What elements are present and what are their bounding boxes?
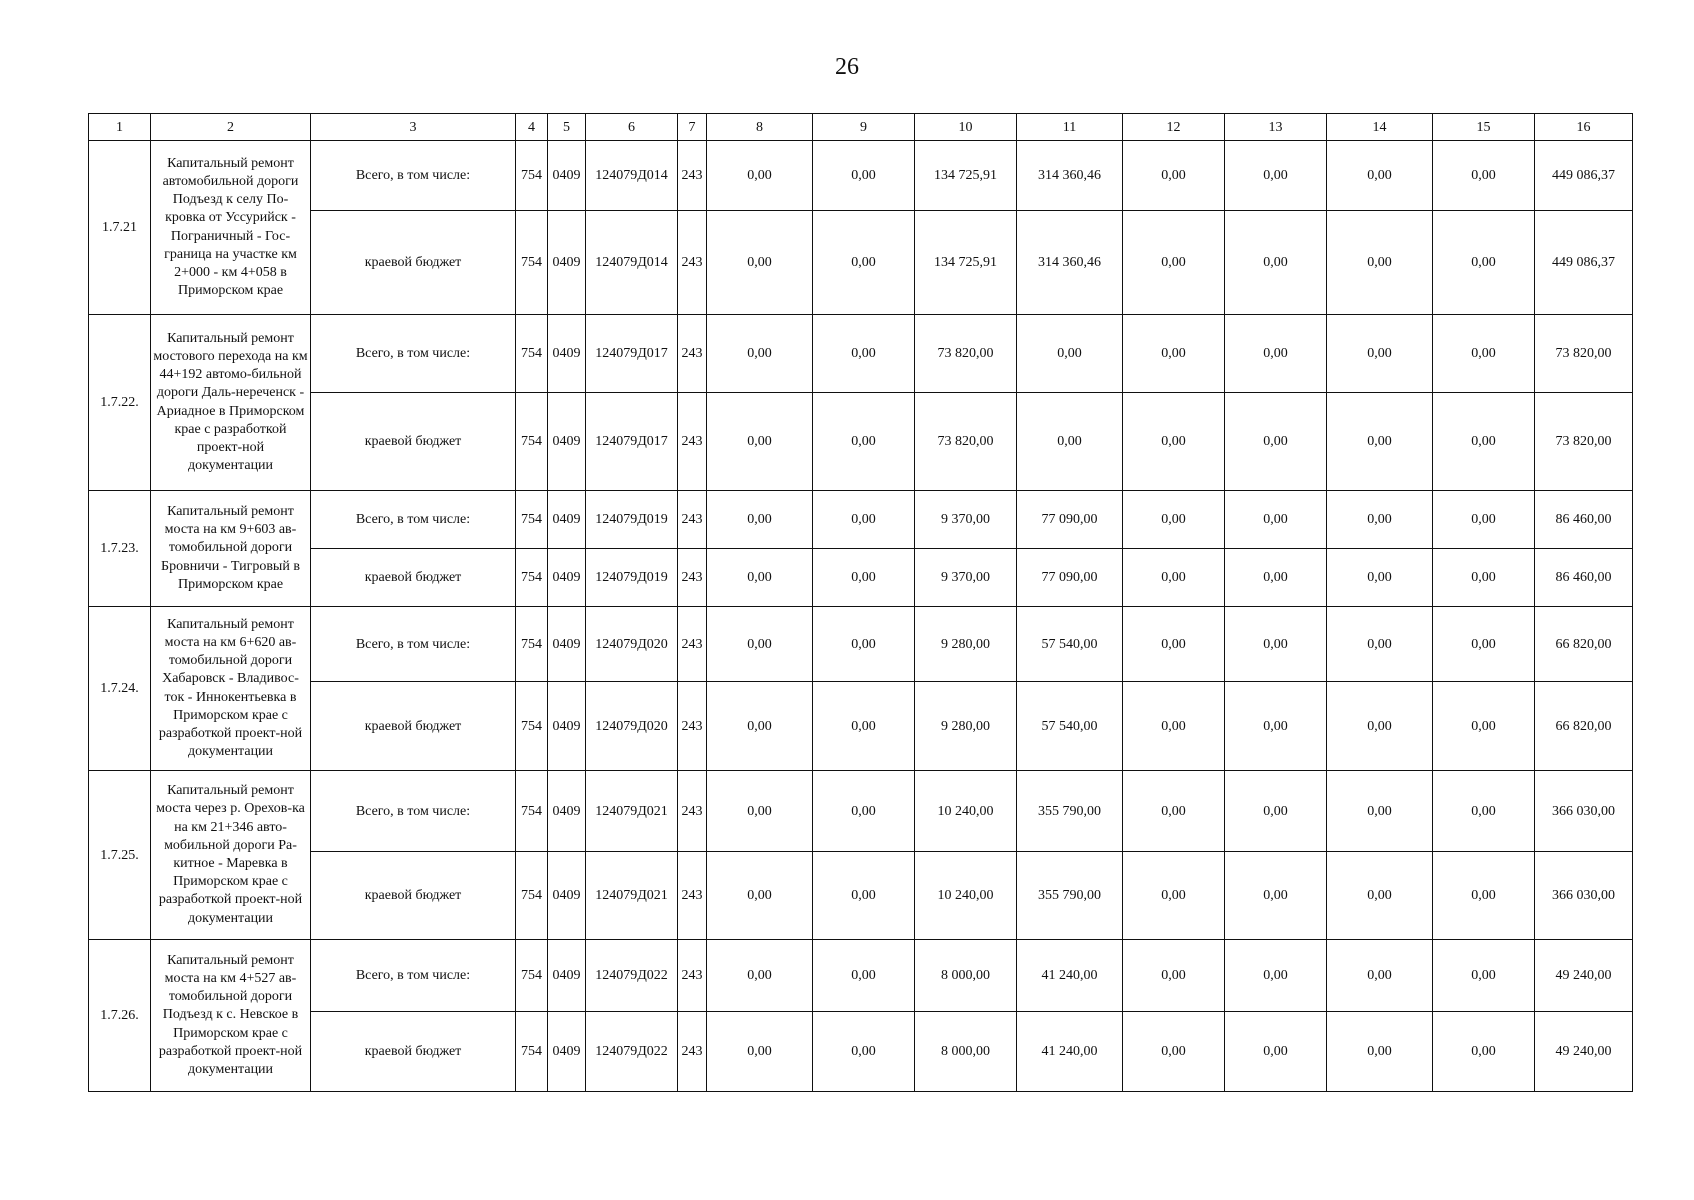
table-cell-c7: 243 bbox=[678, 393, 707, 491]
header-cell: 5 bbox=[548, 114, 586, 141]
table-cell-c8: 0,00 bbox=[707, 211, 813, 315]
row-type-label: Всего, в том числе: bbox=[311, 315, 516, 393]
table-cell-c15: 0,00 bbox=[1433, 940, 1535, 1012]
table-cell-c9: 0,00 bbox=[813, 211, 915, 315]
table-row bbox=[89, 549, 1633, 607]
table-cell-c6: 124079Д017 bbox=[586, 315, 678, 393]
table-cell-c6: 124079Д021 bbox=[586, 771, 678, 852]
table-cell-c13: 0,00 bbox=[1225, 852, 1327, 940]
row-number: 1.7.24. bbox=[89, 607, 151, 771]
table-cell-c13: 0,00 bbox=[1225, 211, 1327, 315]
table-cell-c15: 0,00 bbox=[1433, 491, 1535, 549]
table-cell-c5: 0409 bbox=[548, 682, 586, 771]
row-description: Капитальный ремонт мостового перехода на км 44+192 автомо-бильной дороги Даль-нереченск - Ариадное в Приморском крае с разработкой проект-ной документации bbox=[151, 315, 311, 491]
header-cell: 12 bbox=[1123, 114, 1225, 141]
table-cell-c14: 0,00 bbox=[1327, 852, 1433, 940]
table-cell-c6: 124079Д022 bbox=[586, 940, 678, 1012]
table-row bbox=[89, 1012, 1633, 1092]
table-cell-c11: 0,00 bbox=[1017, 315, 1123, 393]
table-cell-c16: 49 240,00 bbox=[1535, 1012, 1633, 1092]
table-cell-c12: 0,00 bbox=[1123, 141, 1225, 211]
row-number: 1.7.21 bbox=[89, 141, 151, 315]
row-type-label: краевой бюджет bbox=[311, 211, 516, 315]
table-row bbox=[89, 315, 1633, 393]
table-row bbox=[89, 607, 1633, 682]
table-cell-c12: 0,00 bbox=[1123, 1012, 1225, 1092]
header-cell: 13 bbox=[1225, 114, 1327, 141]
table-cell-c5: 0409 bbox=[548, 607, 586, 682]
table-cell-c13: 0,00 bbox=[1225, 141, 1327, 211]
table-cell-c11: 57 540,00 bbox=[1017, 682, 1123, 771]
table-cell-c15: 0,00 bbox=[1433, 1012, 1535, 1092]
table-cell-c9: 0,00 bbox=[813, 940, 915, 1012]
table-cell-c10: 8 000,00 bbox=[915, 940, 1017, 1012]
table-row bbox=[89, 940, 1633, 1012]
table-cell-c11: 314 360,46 bbox=[1017, 141, 1123, 211]
table-cell-c11: 355 790,00 bbox=[1017, 771, 1123, 852]
table-cell-c5: 0409 bbox=[548, 549, 586, 607]
row-number: 1.7.25. bbox=[89, 771, 151, 940]
table-cell-c16: 49 240,00 bbox=[1535, 940, 1633, 1012]
table-row bbox=[89, 211, 1633, 315]
table-cell-c7: 243 bbox=[678, 1012, 707, 1092]
table-cell-c15: 0,00 bbox=[1433, 682, 1535, 771]
table-cell-c4: 754 bbox=[516, 607, 548, 682]
table-cell-c9: 0,00 bbox=[813, 141, 915, 211]
table-cell-c7: 243 bbox=[678, 549, 707, 607]
table-cell-c8: 0,00 bbox=[707, 940, 813, 1012]
row-description: Капитальный ремонт моста на км 4+527 ав-томобильной дороги Подъезд к с. Невское в Приморском крае с разработкой проект-ной документации bbox=[151, 940, 311, 1092]
table-cell-c16: 86 460,00 bbox=[1535, 491, 1633, 549]
table-cell-c11: 77 090,00 bbox=[1017, 491, 1123, 549]
table-cell-c14: 0,00 bbox=[1327, 940, 1433, 1012]
table-cell-c6: 124079Д019 bbox=[586, 491, 678, 549]
table-cell-c16: 366 030,00 bbox=[1535, 852, 1633, 940]
table-cell-c5: 0409 bbox=[548, 211, 586, 315]
table-cell-c14: 0,00 bbox=[1327, 211, 1433, 315]
table-cell-c7: 243 bbox=[678, 771, 707, 852]
table-cell-c7: 243 bbox=[678, 491, 707, 549]
table-cell-c16: 449 086,37 bbox=[1535, 211, 1633, 315]
table-cell-c9: 0,00 bbox=[813, 771, 915, 852]
table-cell-c16: 449 086,37 bbox=[1535, 141, 1633, 211]
table-cell-c6: 124079Д017 bbox=[586, 393, 678, 491]
table-cell-c15: 0,00 bbox=[1433, 141, 1535, 211]
table-cell-c5: 0409 bbox=[548, 771, 586, 852]
table-cell-c8: 0,00 bbox=[707, 141, 813, 211]
table-cell-c14: 0,00 bbox=[1327, 549, 1433, 607]
table-cell-c15: 0,00 bbox=[1433, 771, 1535, 852]
table-cell-c12: 0,00 bbox=[1123, 852, 1225, 940]
table-cell-c5: 0409 bbox=[548, 393, 586, 491]
table-cell-c12: 0,00 bbox=[1123, 491, 1225, 549]
table-cell-c13: 0,00 bbox=[1225, 491, 1327, 549]
table-body bbox=[89, 141, 1633, 1092]
table-cell-c9: 0,00 bbox=[813, 549, 915, 607]
table-cell-c8: 0,00 bbox=[707, 315, 813, 393]
row-type-label: краевой бюджет bbox=[311, 1012, 516, 1092]
table-cell-c13: 0,00 bbox=[1225, 1012, 1327, 1092]
table-cell-c14: 0,00 bbox=[1327, 491, 1433, 549]
table-cell-c5: 0409 bbox=[548, 940, 586, 1012]
table-cell-c8: 0,00 bbox=[707, 607, 813, 682]
table-cell-c16: 366 030,00 bbox=[1535, 771, 1633, 852]
row-number: 1.7.22. bbox=[89, 315, 151, 491]
table-cell-c14: 0,00 bbox=[1327, 393, 1433, 491]
table-cell-c16: 73 820,00 bbox=[1535, 315, 1633, 393]
table-cell-c12: 0,00 bbox=[1123, 682, 1225, 771]
header-cell: 1 bbox=[89, 114, 151, 141]
header-cell: 8 bbox=[707, 114, 813, 141]
table-cell-c14: 0,00 bbox=[1327, 1012, 1433, 1092]
table-row bbox=[89, 141, 1633, 211]
header-cell: 3 bbox=[311, 114, 516, 141]
table-row bbox=[89, 771, 1633, 852]
table-cell-c5: 0409 bbox=[548, 315, 586, 393]
table-cell-c11: 355 790,00 bbox=[1017, 852, 1123, 940]
table-cell-c16: 86 460,00 bbox=[1535, 549, 1633, 607]
table-cell-c9: 0,00 bbox=[813, 607, 915, 682]
row-type-label: краевой бюджет bbox=[311, 549, 516, 607]
table-cell-c6: 124079Д014 bbox=[586, 211, 678, 315]
table-cell-c9: 0,00 bbox=[813, 393, 915, 491]
table-cell-c14: 0,00 bbox=[1327, 315, 1433, 393]
table-cell-c10: 9 370,00 bbox=[915, 549, 1017, 607]
table-cell-c4: 754 bbox=[516, 549, 548, 607]
table-cell-c13: 0,00 bbox=[1225, 682, 1327, 771]
row-description: Капитальный ремонт моста на км 9+603 ав-томобильной дороги Бровничи - Тигровый в Приморском крае bbox=[151, 491, 311, 607]
table-cell-c7: 243 bbox=[678, 211, 707, 315]
table-cell-c7: 243 bbox=[678, 940, 707, 1012]
page-number: 26 bbox=[835, 54, 859, 80]
header-cell: 2 bbox=[151, 114, 311, 141]
table-cell-c13: 0,00 bbox=[1225, 315, 1327, 393]
row-type-label: Всего, в том числе: bbox=[311, 940, 516, 1012]
table-cell-c7: 243 bbox=[678, 607, 707, 682]
table-cell-c10: 73 820,00 bbox=[915, 393, 1017, 491]
table-cell-c4: 754 bbox=[516, 211, 548, 315]
table-cell-c10: 9 280,00 bbox=[915, 607, 1017, 682]
table-cell-c8: 0,00 bbox=[707, 682, 813, 771]
table-cell-c12: 0,00 bbox=[1123, 940, 1225, 1012]
table-cell-c12: 0,00 bbox=[1123, 771, 1225, 852]
table-row bbox=[89, 852, 1633, 940]
table-cell-c10: 134 725,91 bbox=[915, 141, 1017, 211]
table-cell-c11: 77 090,00 bbox=[1017, 549, 1123, 607]
table-cell-c4: 754 bbox=[516, 940, 548, 1012]
table-cell-c8: 0,00 bbox=[707, 1012, 813, 1092]
table-cell-c13: 0,00 bbox=[1225, 940, 1327, 1012]
table-cell-c15: 0,00 bbox=[1433, 549, 1535, 607]
table-cell-c4: 754 bbox=[516, 682, 548, 771]
table-row bbox=[89, 682, 1633, 771]
table-cell-c6: 124079Д019 bbox=[586, 549, 678, 607]
table-cell-c5: 0409 bbox=[548, 852, 586, 940]
table-cell-c10: 8 000,00 bbox=[915, 1012, 1017, 1092]
row-type-label: Всего, в том числе: bbox=[311, 491, 516, 549]
table-cell-c15: 0,00 bbox=[1433, 315, 1535, 393]
table-cell-c14: 0,00 bbox=[1327, 141, 1433, 211]
table-cell-c5: 0409 bbox=[548, 141, 586, 211]
header-cell: 14 bbox=[1327, 114, 1433, 141]
table-cell-c6: 124079Д020 bbox=[586, 607, 678, 682]
table-row bbox=[89, 491, 1633, 549]
header-cell: 10 bbox=[915, 114, 1017, 141]
table-cell-c15: 0,00 bbox=[1433, 393, 1535, 491]
table-cell-c6: 124079Д020 bbox=[586, 682, 678, 771]
table-cell-c4: 754 bbox=[516, 1012, 548, 1092]
row-number: 1.7.26. bbox=[89, 940, 151, 1092]
table-cell-c6: 124079Д022 bbox=[586, 1012, 678, 1092]
table-cell-c15: 0,00 bbox=[1433, 607, 1535, 682]
table-cell-c16: 66 820,00 bbox=[1535, 607, 1633, 682]
row-description: Капитальный ремонт автомобильной дороги Подъезд к селу По-кровка от Уссурийск - Пограничный - Гос-граница на участке км 2+000 - км 4+058 в Приморском крае bbox=[151, 141, 311, 315]
table-cell-c12: 0,00 bbox=[1123, 607, 1225, 682]
table-cell-c9: 0,00 bbox=[813, 491, 915, 549]
row-type-label: краевой бюджет bbox=[311, 852, 516, 940]
table-cell-c4: 754 bbox=[516, 491, 548, 549]
table-cell-c8: 0,00 bbox=[707, 771, 813, 852]
table-cell-c15: 0,00 bbox=[1433, 852, 1535, 940]
table-cell-c7: 243 bbox=[678, 852, 707, 940]
table-cell-c13: 0,00 bbox=[1225, 549, 1327, 607]
row-description: Капитальный ремонт моста через р. Орехов-ка на км 21+346 авто-мобильной дороги Ра-китное - Маревка в Приморском крае с разработкой проект-ной документации bbox=[151, 771, 311, 940]
table-cell-c7: 243 bbox=[678, 682, 707, 771]
table-cell-c7: 243 bbox=[678, 315, 707, 393]
table-cell-c16: 66 820,00 bbox=[1535, 682, 1633, 771]
table-cell-c8: 0,00 bbox=[707, 549, 813, 607]
table-cell-c10: 9 280,00 bbox=[915, 682, 1017, 771]
table-cell-c4: 754 bbox=[516, 771, 548, 852]
row-type-label: Всего, в том числе: bbox=[311, 141, 516, 211]
row-type-label: краевой бюджет bbox=[311, 393, 516, 491]
table-cell-c10: 10 240,00 bbox=[915, 852, 1017, 940]
table-cell-c12: 0,00 bbox=[1123, 315, 1225, 393]
table-cell-c4: 754 bbox=[516, 315, 548, 393]
table-cell-c14: 0,00 bbox=[1327, 682, 1433, 771]
table-cell-c11: 0,00 bbox=[1017, 393, 1123, 491]
table-cell-c15: 0,00 bbox=[1433, 211, 1535, 315]
table-cell-c4: 754 bbox=[516, 852, 548, 940]
table-cell-c13: 0,00 bbox=[1225, 607, 1327, 682]
table-cell-c11: 41 240,00 bbox=[1017, 940, 1123, 1012]
header-cell: 16 bbox=[1535, 114, 1633, 141]
table-cell-c10: 134 725,91 bbox=[915, 211, 1017, 315]
row-description: Капитальный ремонт моста на км 6+620 ав-томобильной дороги Хабаровск - Владивос-ток - Иннокентьевка в Приморском крае с разработкой проект-ной документации bbox=[151, 607, 311, 771]
table-cell-c12: 0,00 bbox=[1123, 211, 1225, 315]
table-cell-c9: 0,00 bbox=[813, 1012, 915, 1092]
table-cell-c4: 754 bbox=[516, 393, 548, 491]
row-type-label: Всего, в том числе: bbox=[311, 607, 516, 682]
table-cell-c14: 0,00 bbox=[1327, 607, 1433, 682]
table-cell-c11: 314 360,46 bbox=[1017, 211, 1123, 315]
table-cell-c13: 0,00 bbox=[1225, 771, 1327, 852]
table-cell-c11: 57 540,00 bbox=[1017, 607, 1123, 682]
header-cell: 4 bbox=[516, 114, 548, 141]
table-cell-c14: 0,00 bbox=[1327, 771, 1433, 852]
table-cell-c4: 754 bbox=[516, 141, 548, 211]
header-cell: 6 bbox=[586, 114, 678, 141]
table-cell-c9: 0,00 bbox=[813, 315, 915, 393]
table-cell-c6: 124079Д021 bbox=[586, 852, 678, 940]
header-cell: 9 bbox=[813, 114, 915, 141]
row-type-label: Всего, в том числе: bbox=[311, 771, 516, 852]
row-number: 1.7.23. bbox=[89, 491, 151, 607]
table-cell-c6: 124079Д014 bbox=[586, 141, 678, 211]
budget-table bbox=[88, 113, 1633, 1092]
header-row bbox=[89, 114, 1633, 141]
table-cell-c10: 9 370,00 bbox=[915, 491, 1017, 549]
table-cell-c10: 10 240,00 bbox=[915, 771, 1017, 852]
table-cell-c12: 0,00 bbox=[1123, 549, 1225, 607]
table-row bbox=[89, 393, 1633, 491]
table-cell-c5: 0409 bbox=[548, 1012, 586, 1092]
table-cell-c11: 41 240,00 bbox=[1017, 1012, 1123, 1092]
table-cell-c9: 0,00 bbox=[813, 682, 915, 771]
table-cell-c8: 0,00 bbox=[707, 393, 813, 491]
table-cell-c12: 0,00 bbox=[1123, 393, 1225, 491]
table-cell-c10: 73 820,00 bbox=[915, 315, 1017, 393]
header-cell: 15 bbox=[1433, 114, 1535, 141]
table-cell-c13: 0,00 bbox=[1225, 393, 1327, 491]
table-cell-c8: 0,00 bbox=[707, 852, 813, 940]
table-cell-c8: 0,00 bbox=[707, 491, 813, 549]
table-cell-c9: 0,00 bbox=[813, 852, 915, 940]
table-cell-c5: 0409 bbox=[548, 491, 586, 549]
header-cell: 7 bbox=[678, 114, 707, 141]
table-cell-c7: 243 bbox=[678, 141, 707, 211]
table-cell-c16: 73 820,00 bbox=[1535, 393, 1633, 491]
header-cell: 11 bbox=[1017, 114, 1123, 141]
row-type-label: краевой бюджет bbox=[311, 682, 516, 771]
